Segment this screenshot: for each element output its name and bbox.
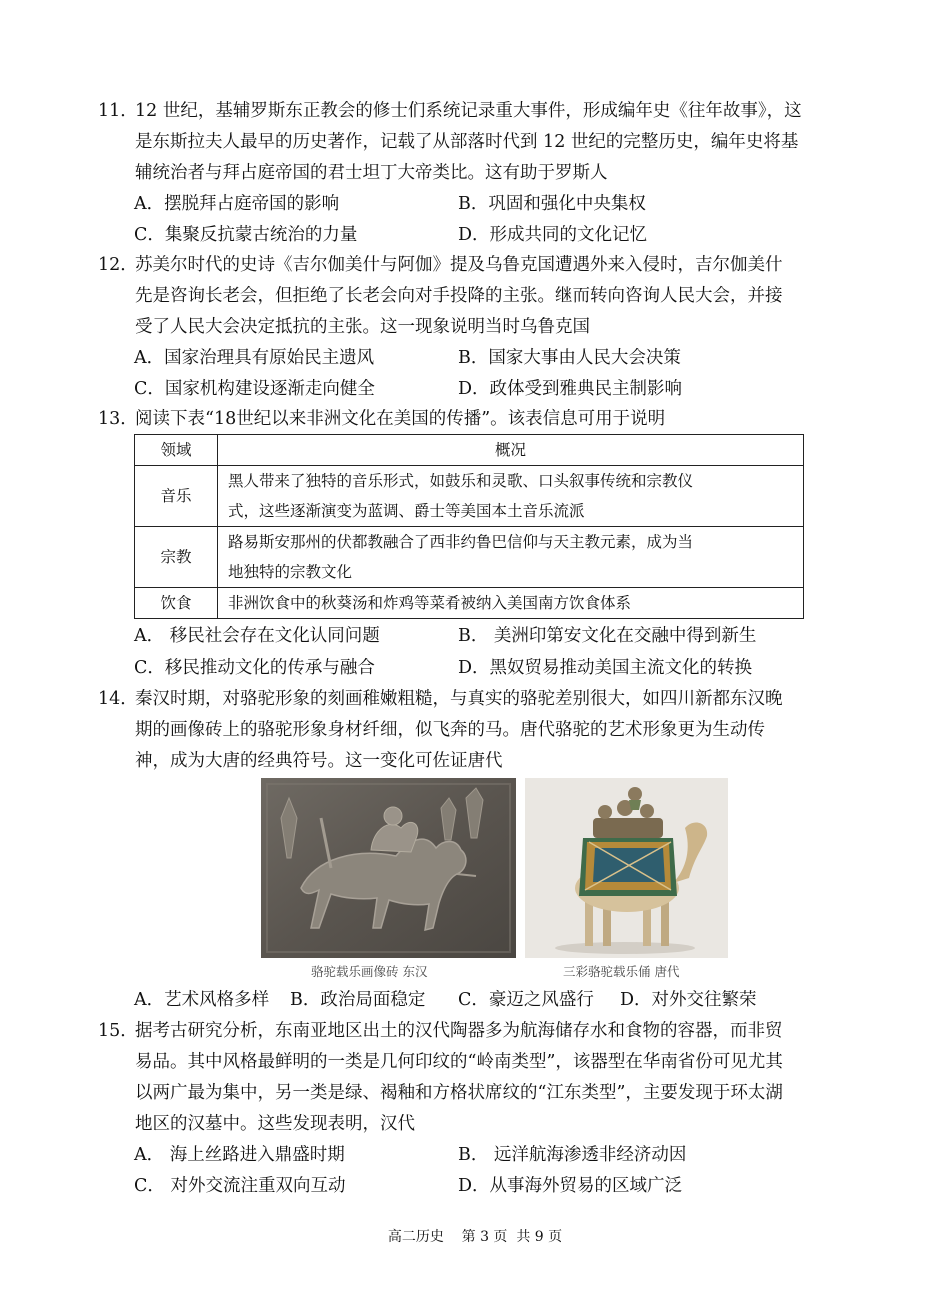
table-row (135, 466, 804, 527)
option-d[interactable]: D．形成共同的文化记忆 (458, 225, 648, 245)
table-header: 领域 (135, 435, 218, 466)
question-line: 易品。其中风格最鲜明的一类是几何印纹的“岭南类型”，该器型在华南省份可见尤其 (135, 1052, 783, 1072)
option-a[interactable]: A．艺术风格多样 (134, 990, 270, 1010)
option-a[interactable]: A． 移民社会存在文化认同问题 (134, 626, 380, 646)
culture-table (134, 434, 804, 619)
option-b[interactable]: B．国家大事由人民大会决策 (458, 348, 681, 368)
cell-line: 路易斯安那州的伏都教融合了西非约鲁巴信仰与天主教元素，成为当 (228, 533, 694, 551)
option-b[interactable]: B．政治局面稳定 (290, 990, 426, 1010)
page-footer: 高二历史 第 3 页 共 9 页 (387, 1229, 563, 1245)
option-b[interactable]: B． 美洲印第安文化在交融中得到新生 (458, 626, 757, 646)
question-line: 是东斯拉夫人最早的历史著作，记载了从部落时代到 12 世纪的完整历史，编年史将基 (135, 132, 799, 152)
question-line: 神，成为大唐的经典符号。这一变化可佐证唐代 (135, 751, 503, 771)
figure-caption: 三彩骆驼载乐俑 唐代 (563, 964, 680, 979)
question-line: 据考古研究分析，东南亚地区出土的汉代陶器多为航海储存水和食物的容器，而非贸 (135, 1021, 783, 1041)
option-b[interactable]: B．巩固和强化中央集权 (458, 194, 646, 214)
question-number: 14． (98, 689, 138, 709)
option-c[interactable]: C．移民推动文化的传承与融合 (134, 658, 375, 678)
table-header: 概况 (218, 435, 804, 466)
question-line: 地区的汉墓中。这些发现表明，汉代 (135, 1114, 415, 1134)
question-line: 苏美尔时代的史诗《吉尔伽美什与阿伽》提及乌鲁克国遭遇外来入侵时，吉尔伽美什 (135, 255, 783, 275)
figure-caption: 骆驼载乐画像砖 东汉 (311, 964, 428, 979)
question-line: 12 世纪，基辅罗斯东正教会的修士们系统记录重大事件，形成编年史《往年故事》，这 (135, 101, 802, 121)
table-cell-description (218, 588, 804, 619)
option-a[interactable]: A． 海上丝路进入鼎盛时期 (134, 1145, 345, 1165)
table-cell-description (218, 527, 804, 588)
question-line: 秦汉时期，对骆驼形象的刻画稚嫩粗糙，与真实的骆驼差别很大，如四川新都东汉晚 (135, 689, 783, 709)
option-a[interactable]: A．国家治理具有原始民主遗风 (134, 348, 375, 368)
table-cell-field: 饮食 (135, 588, 218, 619)
table-cell-description (218, 466, 804, 527)
question-line: 阅读下表“18世纪以来非洲文化在美国的传播”。该表信息可用于说明 (135, 409, 666, 429)
option-d[interactable]: D．对外交往繁荣 (620, 990, 757, 1010)
option-d[interactable]: D．政体受到雅典民主制影响 (458, 379, 683, 399)
option-c[interactable]: C．国家机构建设逐渐走向健全 (134, 379, 375, 399)
question-line: 受了人民大会决定抵抗的主张。这一现象说明当时乌鲁克国 (135, 317, 590, 337)
question-number: 13． (98, 409, 138, 429)
cell-line: 非洲饮食中的秋葵汤和炸鸡等菜肴被纳入美国南方饮食体系 (228, 594, 632, 612)
question-number: 11． (98, 101, 138, 121)
tang-sancai-camel-image (525, 778, 728, 958)
question-line: 以两广最为集中，另一类是绿、褐釉和方格状席纹的“江东类型”，主要发现于环太湖 (135, 1083, 783, 1103)
option-a[interactable]: A．摆脱拜占庭帝国的影响 (134, 194, 340, 214)
cell-line: 地独特的宗教文化 (228, 563, 353, 581)
question-line: 辅统治者与拜占庭帝国的君士坦丁大帝类比。这有助于罗斯人 (135, 163, 608, 183)
table-row (135, 588, 804, 619)
han-camel-brick-image (261, 778, 516, 958)
table-row (135, 527, 804, 588)
cell-line: 式，这些逐渐演变为蓝调、爵士等美国本土音乐流派 (228, 502, 585, 520)
option-c[interactable]: C． 对外交流注重双向互动 (134, 1176, 346, 1196)
table-cell-field: 宗教 (135, 527, 218, 588)
option-b[interactable]: B． 远洋航海渗透非经济动因 (458, 1145, 687, 1165)
cell-line: 黑人带来了独特的音乐形式，如鼓乐和灵歌、口头叙事传统和宗教仪 (228, 472, 694, 490)
option-d[interactable]: D．从事海外贸易的区域广泛 (458, 1176, 683, 1196)
question-number: 12． (98, 255, 138, 275)
table-cell-field: 音乐 (135, 466, 218, 527)
option-c[interactable]: C．集聚反抗蒙古统治的力量 (134, 225, 358, 245)
option-c[interactable]: C．豪迈之风盛行 (458, 990, 594, 1010)
option-d[interactable]: D．黑奴贸易推动美国主流文化的转换 (458, 658, 753, 678)
question-line: 先是咨询长老会，但拒绝了长老会向对手投降的主张。继而转向咨询人民大会，并接 (135, 286, 783, 306)
question-number: 15． (98, 1021, 138, 1041)
table-header-row (135, 435, 804, 466)
question-line: 期的画像砖上的骆驼形象身材纤细，似飞奔的马。唐代骆驼的艺术形象更为生动传 (135, 720, 765, 740)
